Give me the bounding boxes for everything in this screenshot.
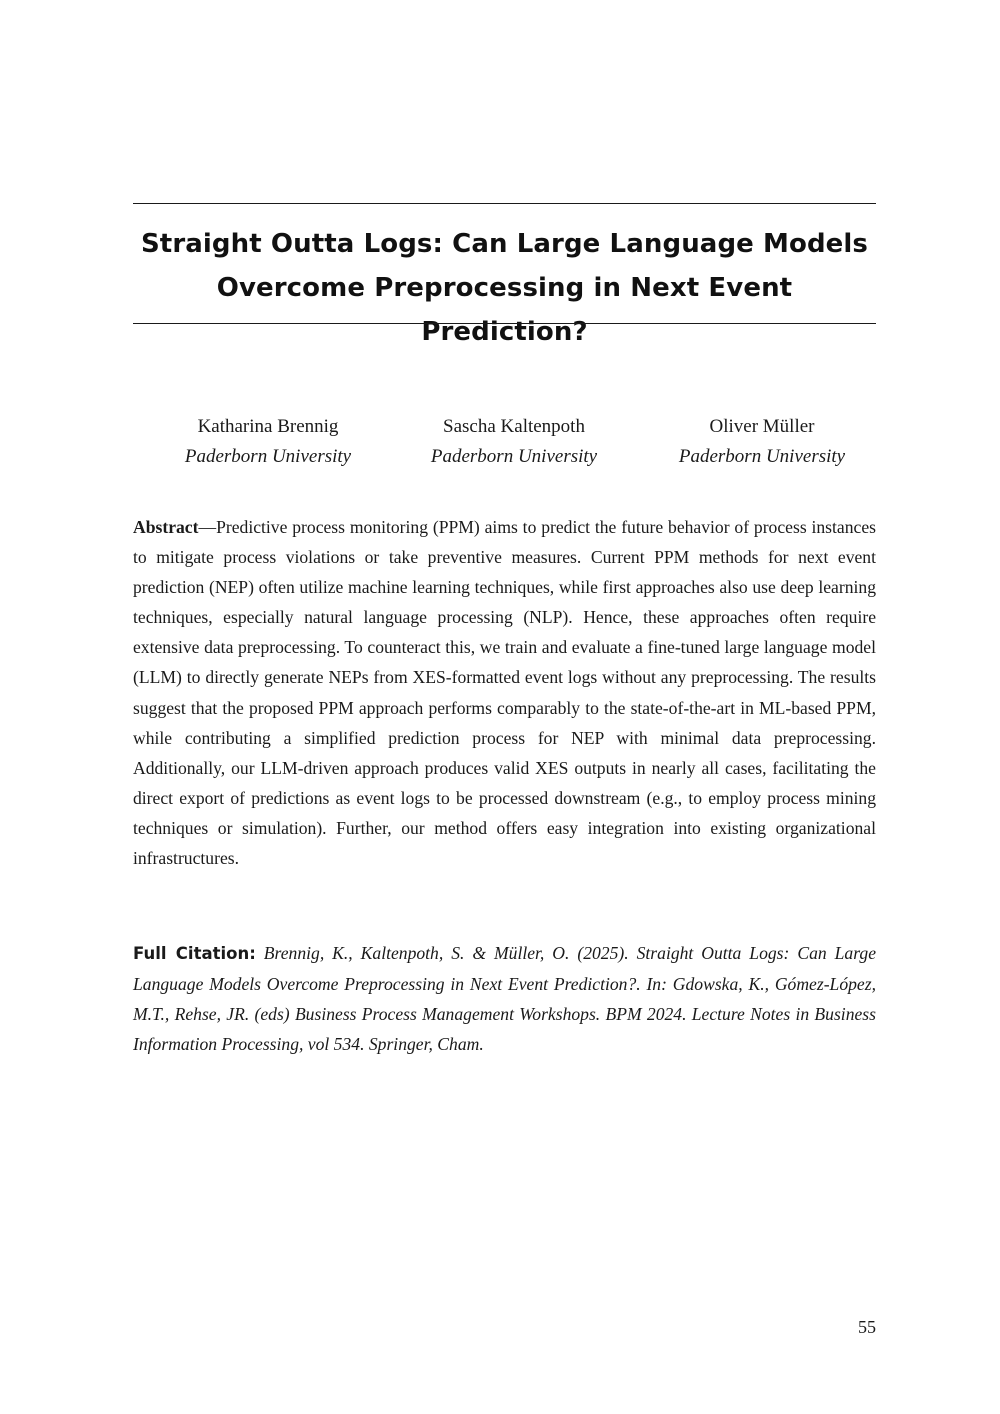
- citation-label: Full Citation:: [133, 944, 256, 963]
- title-bottom-rule: [133, 323, 876, 324]
- author-name: Sascha Kaltenpoth: [443, 416, 585, 437]
- author-2: [394, 412, 634, 472]
- title-top-rule: [133, 203, 876, 204]
- author-1: [148, 412, 388, 472]
- author-name: Katharina Brennig: [197, 416, 339, 437]
- author-block: [0, 412, 1000, 482]
- author-name: Oliver Müller: [709, 416, 815, 437]
- paper-title-line-1: Straight Outta Logs: Can Large Language Models: [140, 229, 869, 259]
- abstract-text: —Predictive process monitoring (PPM) aims to predict the future behavior of process instances to mitigate process violations or take preventive measures. Current PPM methods for next event prediction (NEP) often utilize machine learning techniques, while first approaches also use deep learning techniques, especially natural language processing (NLP). Hence, these approaches often require extensive data preprocessing. To counteract this, we train and evaluate a fine-tuned large language model (LLM) to directly generate NEPs from XES-formatted event logs without any preprocessing. The results suggest that the proposed PPM approach performs comparably to the state-of-the-art in ML-based PPM, while contributing a simplified prediction process for NEP with minimal data preprocessing. Additionally, our LLM-driven approach produces valid XES outputs in nearly all cases, facilitating the direct export of predictions as event logs to be processed downstream (e.g., to employ process mining techniques or simulation). Further, our method offers easy integration into existing organizational infrastructures.: [133, 517, 876, 869]
- abstract: [133, 512, 876, 873]
- page-number: 55: [858, 1317, 876, 1337]
- author-3: [642, 412, 882, 472]
- author-affiliation: Paderborn University: [430, 446, 598, 467]
- author-affiliation: Paderborn University: [184, 446, 352, 467]
- paper-title: [133, 222, 876, 354]
- paper-title-line-2: Overcome Preprocessing in Next Event Prediction?: [216, 273, 793, 347]
- abstract-label: Abstract: [133, 517, 199, 537]
- author-affiliation: Paderborn University: [678, 446, 846, 467]
- citation-text: Brennig, K., Kaltenpoth, S. & Müller, O. (2025). Straight Outta Logs: Can Large Language Models Overcome Preprocessing in Next Event Prediction?. In: Gdowska, K., Gómez-López, M.T., Rehse, JR. (eds) Business Process Management Workshops. BPM 2024. Lecture Notes in Business Information Processing, vol 534. Springer, Cham.: [133, 943, 876, 1055]
- full-citation: [133, 938, 876, 1059]
